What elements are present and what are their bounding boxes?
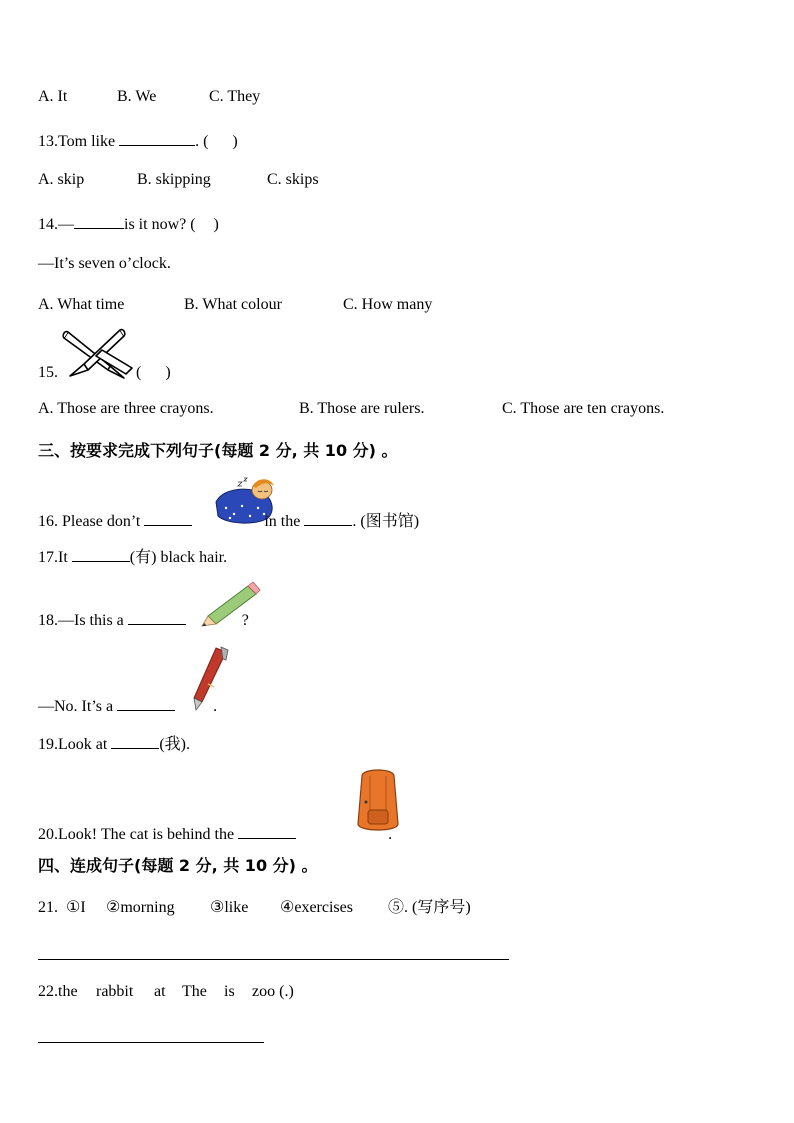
q17-prefix: 17.It bbox=[38, 549, 68, 566]
q22-stem bbox=[38, 982, 294, 1002]
q14-option-b: B. What colour bbox=[184, 296, 282, 313]
q14-suffix: is it now? ( bbox=[124, 216, 196, 233]
q20-suffix: . bbox=[388, 826, 393, 843]
q21-prefix: 21. bbox=[38, 899, 58, 916]
q21-word-5: ⑤. bbox=[388, 899, 409, 916]
q21-word-3: ③like bbox=[210, 899, 249, 916]
q12-option-b: B. We bbox=[117, 88, 157, 105]
q12-option-a: A. It bbox=[38, 88, 68, 105]
q13-prefix: 13.Tom like bbox=[38, 133, 116, 150]
q14-options bbox=[38, 295, 432, 315]
q19-stem bbox=[38, 732, 190, 755]
q16-suffix: . (图书馆) bbox=[352, 513, 420, 530]
q19-suffix: (我). bbox=[159, 736, 190, 753]
q18-blank-1 bbox=[128, 608, 186, 625]
q20-stem bbox=[38, 822, 392, 845]
q18-suffix: ? bbox=[241, 612, 249, 629]
q15-option-c: C. Those are ten crayons. bbox=[502, 400, 665, 417]
q22-word-5: is bbox=[224, 983, 235, 1000]
q14-paren-close: ) bbox=[213, 216, 219, 233]
q20-prefix: 20.Look! The cat is behind the bbox=[38, 826, 235, 843]
q13-option-a: A. skip bbox=[38, 171, 85, 188]
q14-prefix: 14.— bbox=[38, 216, 74, 233]
q13-blank bbox=[119, 129, 195, 146]
q17-suffix: (有) black hair. bbox=[129, 549, 228, 566]
q16-blank-1 bbox=[144, 509, 192, 526]
q18-answer-suffix: . bbox=[213, 698, 218, 715]
q15-stem bbox=[38, 363, 171, 383]
q22-word-2: rabbit bbox=[96, 983, 134, 1000]
q18-stem bbox=[38, 608, 249, 631]
q14-blank bbox=[74, 212, 124, 229]
q22-word-6: zoo bbox=[252, 983, 276, 1000]
q16-middle: in the bbox=[264, 513, 301, 530]
q17-stem bbox=[38, 545, 227, 568]
q13-stem bbox=[38, 129, 238, 152]
q15-option-a: A. Those are three crayons. bbox=[38, 400, 214, 417]
q17-blank bbox=[72, 545, 130, 562]
section-3-heading: 三、按要求完成下列句子(每题 2 分, 共 10 分) 。 bbox=[38, 441, 398, 460]
q16-blank-2 bbox=[304, 509, 352, 526]
q12-option-c: C. They bbox=[209, 88, 261, 105]
q15-options bbox=[38, 399, 664, 419]
q15-option-b: B. Those are rulers. bbox=[299, 400, 425, 417]
q18-blank-2 bbox=[117, 694, 175, 711]
q20-blank bbox=[238, 822, 296, 839]
q21-note: (写序号) bbox=[412, 899, 471, 916]
q18-answer-prefix: —No. It’s a bbox=[38, 698, 114, 715]
q22-word-3: at bbox=[154, 983, 166, 1000]
q22-prefix: 22. bbox=[38, 983, 58, 1000]
q14-stem bbox=[38, 212, 219, 235]
q19-blank bbox=[111, 732, 159, 749]
q13-option-c: C. skips bbox=[267, 171, 319, 188]
q15-paren-open: ( bbox=[136, 364, 142, 381]
q14-option-c: C. How many bbox=[343, 296, 433, 313]
section-4-heading: 四、连成句子(每题 2 分, 共 10 分) 。 bbox=[38, 856, 318, 875]
q15-paren-close: ) bbox=[165, 364, 171, 381]
q21-word-4: ④exercises bbox=[280, 899, 353, 916]
q21-answer-line[interactable] bbox=[38, 959, 509, 960]
q21-stem bbox=[38, 898, 471, 918]
q22-word-1: the bbox=[58, 983, 78, 1000]
q16-stem bbox=[38, 509, 419, 532]
q13-suffix: . ( bbox=[195, 133, 209, 150]
q22-word-4: The bbox=[182, 983, 207, 1000]
q22-answer-line[interactable] bbox=[38, 1042, 264, 1043]
q13-options bbox=[38, 170, 319, 190]
q18-answer bbox=[38, 694, 217, 717]
q21-word-1: ①I bbox=[66, 899, 86, 916]
q21-word-2: ②morning bbox=[106, 899, 175, 916]
q15-number: 15. bbox=[38, 364, 58, 381]
q13-option-b: B. skipping bbox=[137, 171, 211, 188]
q14-option-a: A. What time bbox=[38, 296, 125, 313]
q18-prefix: 18.—Is this a bbox=[38, 612, 124, 629]
q16-prefix: 16. Please don’t bbox=[38, 513, 141, 530]
q14-answer-line: —It’s seven o’clock. bbox=[38, 255, 171, 272]
q12-options bbox=[38, 87, 260, 107]
q19-prefix: 19.Look at bbox=[38, 736, 108, 753]
q22-suffix: (.) bbox=[279, 983, 294, 1000]
q13-paren-close: ) bbox=[232, 133, 238, 150]
